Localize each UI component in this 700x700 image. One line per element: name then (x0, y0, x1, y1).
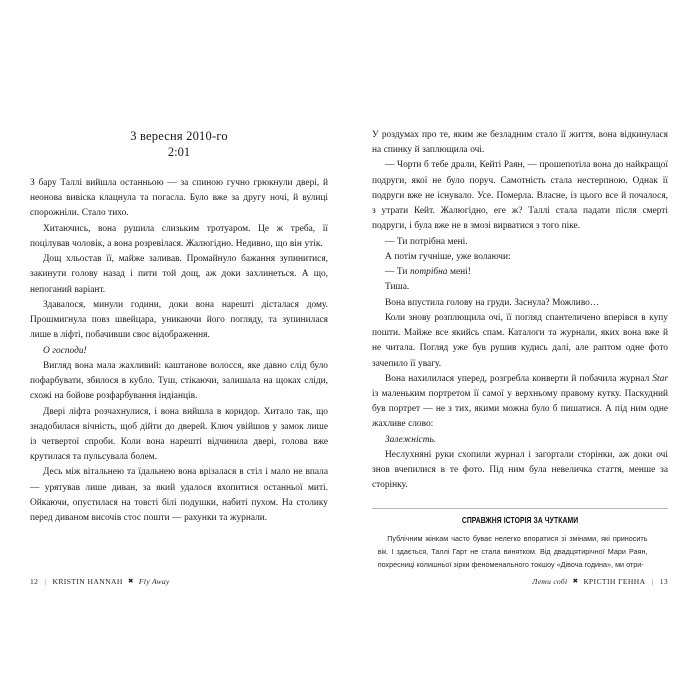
page-number-right: 13 (659, 577, 668, 586)
star-icon: ✖ (128, 578, 134, 585)
paragraph-dialogue: — Чорти б тебе драли, Кейті Раян, — прошепотіла вона до найкращої подруги, якої не було поруч. Самотність стала нестерпною. Однак її подруги вже не існувало. Усе. Померла. Власне, із цього все й почалося, з утрати Кейт. Жалюгідно, еге ж? Таллі стала падати після смерті подруги, і була вже не в змозі вирватися з того піке. (372, 160, 668, 232)
magazine-name: Star (652, 373, 668, 384)
paragraph: Вона впустила голову на груди. Заснула? Можливо… (385, 297, 600, 308)
paragraph: Двері ліфта розчахнулися, і вона вийшла в коридор. Хитало так, що знадобилася вічність, щоб дійти до дверей. Ключ увійшов у замок лише із четвертої спроби. Коли вона нарешті відчинила двері, голова вже крутилася та пульсувала болем. (30, 406, 328, 463)
paragraph: Тиша. (385, 282, 410, 293)
paragraph: Дощ хльостав її, майже заливав. Промайнуло бажання зупинитися, закинути голову назад і пити той дощ, аж доки захлинеться. А що, непоганий варіант. (30, 254, 328, 295)
paragraph: Коли знову розплющила очі, її погляд спантеличено вперівся в купу пошти. Майже все якийсь спам. Каталоги та журнали, яких вона вже й не читала. Погляд уже був рушив кудись далі, але раптом одне фото зачепило її увагу. (372, 312, 668, 369)
footer-left (30, 577, 170, 586)
paragraph-dialogue: — Ти потрібна мені. (385, 236, 468, 247)
footer-divider: | (44, 577, 47, 586)
paragraph: Хитаючись, вона рушила слизьким тротуаром. Це ж треба, її поцілував чоловік, а вона розревілася. Жалюгідно. Недивно, що він утік. (30, 223, 328, 249)
chapter-date: 3 вересня 2010-го (130, 129, 228, 143)
paragraph-emphasis: Залежність. (385, 434, 437, 445)
clipping-body: Публічним жінкам часто буває нелегко впоратися зі змінами, які приносить вік. І здається, Таллі Гарт не стала винятком. Від двадцятирічної Мари Раян, похресниці колишньої зірки феноменального токшоу «Дівоча година», ми отри- (377, 533, 648, 569)
paragraph: Здавалося, минули години, доки вона нарешті дісталася дому. Прошмигнула повз швейцара, уникаючи його погляду, та зупинилася лише в ліфті, побачивши своє відображення. (30, 299, 328, 341)
paragraph: Неслухняні руки схопили журнал і загортали сторінки, аж доки очі знов вчепилися в те фото. Під ним була невеличка стаття, менше за сторінку. (372, 449, 668, 491)
chapter-time: 2:01 (167, 145, 191, 159)
right-page (350, 0, 700, 700)
star-icon: ✖ (572, 578, 579, 585)
paragraph: А потім гучніше, уже волаючи: (385, 251, 511, 262)
paragraph: Вигляд вона мала жахливий: каштанове волосся, яке давно слід було пофарбувати, збилося в кубло. Туш, стікаючи, залишала на щоках сліди, схожі на бойове розфарбування індіанців. (30, 360, 328, 402)
chapter-heading (30, 128, 328, 160)
footer-author: KRISTIN HANNAH (52, 577, 123, 586)
footer-title: Лети собі (532, 577, 568, 586)
clipping-rule (372, 508, 668, 509)
page-number-left: 12 (30, 577, 39, 586)
paragraph-dialogue-emphasis: — Ти потрібна мені! (385, 267, 471, 278)
paragraph: У роздумах про те, яким же безладним стало її життя, вона відкинулася на спинку й заплющила очі. (372, 130, 668, 156)
paragraph-emphasis: О господи! (43, 345, 87, 356)
paragraph: З бару Таллі вийшла останньою — за спиною гучно грюкнули двері, й неонова вивіска клацнула та погасла. Було вже за другу ночі, й вулиці спорожніли. Стало тихо. (30, 178, 328, 219)
footer-right (532, 577, 668, 586)
footer-title: Fly Away (138, 577, 170, 586)
emphasis-word: потрібна (409, 267, 448, 278)
clipping-headline: СПРАВЖНЯ ІСТОРІЯ ЗА ЧУТКАМИ (461, 514, 579, 525)
paragraph-magazine-mention: Вона нахилилася уперед, розгребла конверти й побачила журнал Star із маленьким портретом її самої у верхньому правому кутку. Паскудний був портрет — не з тих, якими можна було б пишатися. А під ним одне жахливе слово: (372, 373, 668, 430)
paragraph: Десь між вітальнею та їдальнею вона врізалася в стіл і мало не впала — урятував лише диван, за який удалося вхопитися останньої миті. Ойкаючи, опустилася на товсті білі подушки, набиті пухом. На столику перед диваном височів стос пошти — рахунки та журнали. (30, 467, 328, 524)
magazine-clipping (372, 508, 668, 571)
footer-author: КРІСТІН ГЕННА (583, 577, 646, 586)
footer-divider: | (651, 577, 654, 586)
